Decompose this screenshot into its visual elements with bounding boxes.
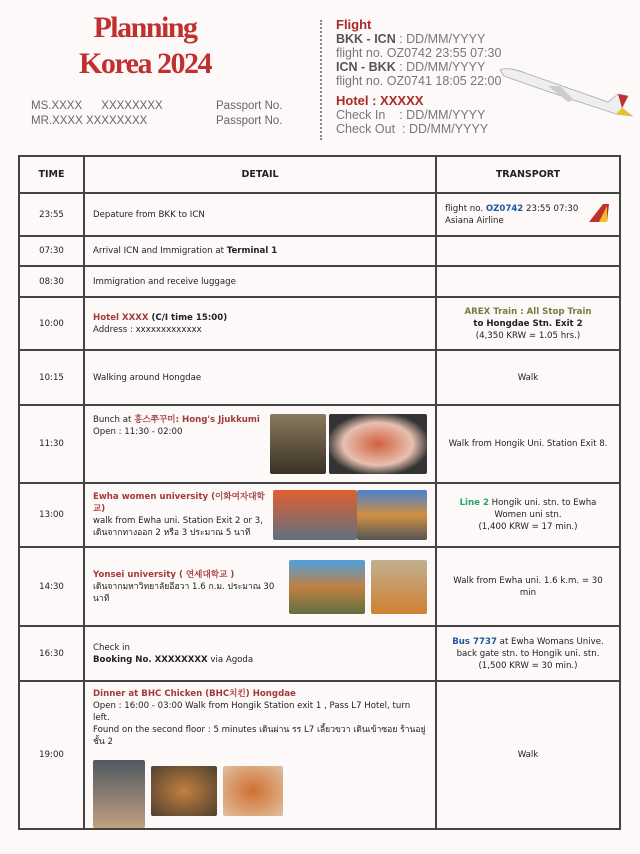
table-row: 07:30 Arrival ICN and Immigration at Terminal 1 (19, 236, 620, 266)
restaurant-photo (270, 414, 326, 474)
table-row: 10:15 Walking around Hongdae Walk (19, 350, 620, 405)
bhc-store-photo (93, 760, 145, 828)
table-row: 19:00 Dinner at BHC Chicken (BHC치킨) Hongdae Open : 16:00 - 03:00 Walk from Hongik Station exit 1 , Pass L7 Hotel, turn left. Found on the second floor : 5 minutes เดินผ่าน รร L7 เลี้ยวขวา เดินเข้าซอย ร้านอยู่ชั้น 2 Walk (19, 681, 620, 829)
airplane-icon (498, 64, 636, 120)
passenger-names: MS.XXXX XXXXXXXX MR.XXXX XXXXXXXX (31, 100, 163, 127)
passport-labels: Passport No. Passport No. (216, 100, 283, 127)
flight-hotel-info: Flight BKK - ICN : DD/MM/YYYY flight no. OZ0742 23:55 07:30 ICN - BKK : DD/MM/YYYY flight no. OZ0741 18:05 22:00 Hotel : XXXXX Check In : DD/MM/YYYY Check Out : DD/MM/YYYY (336, 17, 502, 136)
table-row: 23:55 Depature from BKK to ICN flight no. OZ0742 23:55 07:30 Asiana Airline (19, 193, 620, 236)
chicken-photo (151, 766, 217, 816)
table-row: 16:30 Check in Booking No. XXXXXXXX via Agoda Bus 7737 at Ewha Womans Unive. back gate stn. to Hongik uni. stn. (1,500 KRW = 30 min.) (19, 626, 620, 681)
chicken-photo (223, 766, 283, 816)
table-row: 10:00 Hotel XXXX (C/I time 15:00) Address : xxxxxxxxxxxxx AREX Train : All Stop Train to Hongdae Stn. Exit 2 (4,350 KRW = 1.05 hrs.) (19, 297, 620, 350)
table-row: 08:30 Immigration and receive luggage (19, 266, 620, 297)
divider (320, 20, 322, 140)
asiana-logo-icon (585, 202, 611, 228)
table-row: 14:30 Yonsei university ( 연세대학교 ) เดินจากมหาวิทยาลัยอีฮวา 1.6 ก.ม. ประมาณ 30 นาที Walk from Ewha uni. 1.6 k.m. = 30 min (19, 547, 620, 626)
table-header (19, 156, 620, 193)
col-time: TIME (19, 156, 84, 193)
table-row: 11:30 Bunch at 홍스쭈꾸미: Hong's Jjukkumi Open : 11:30 - 02:00 Walk from Hongik Uni. Station Exit 8. (19, 405, 620, 483)
yonsei-photo (289, 560, 365, 614)
itinerary-table (18, 155, 621, 830)
table-row: 13:00 Ewha women university (이화여자대학교) walk from Ewha uni. Station Exit 2 or 3, เดินจากทางออก 2 หรือ 3 ประมาณ 5 นาที Line 2 Hongik uni. stn. to Ewha Women uni stn. (1,400 KRW = 17 min.) (19, 483, 620, 547)
ewha-photo (357, 490, 427, 540)
col-transport: TRANSPORT (436, 156, 620, 193)
food-photo (329, 414, 427, 474)
col-detail: DETAIL (84, 156, 436, 193)
ewha-photo (273, 490, 357, 540)
page-title: Planning Korea 2024 (79, 11, 211, 80)
yonsei-photo (371, 560, 427, 614)
